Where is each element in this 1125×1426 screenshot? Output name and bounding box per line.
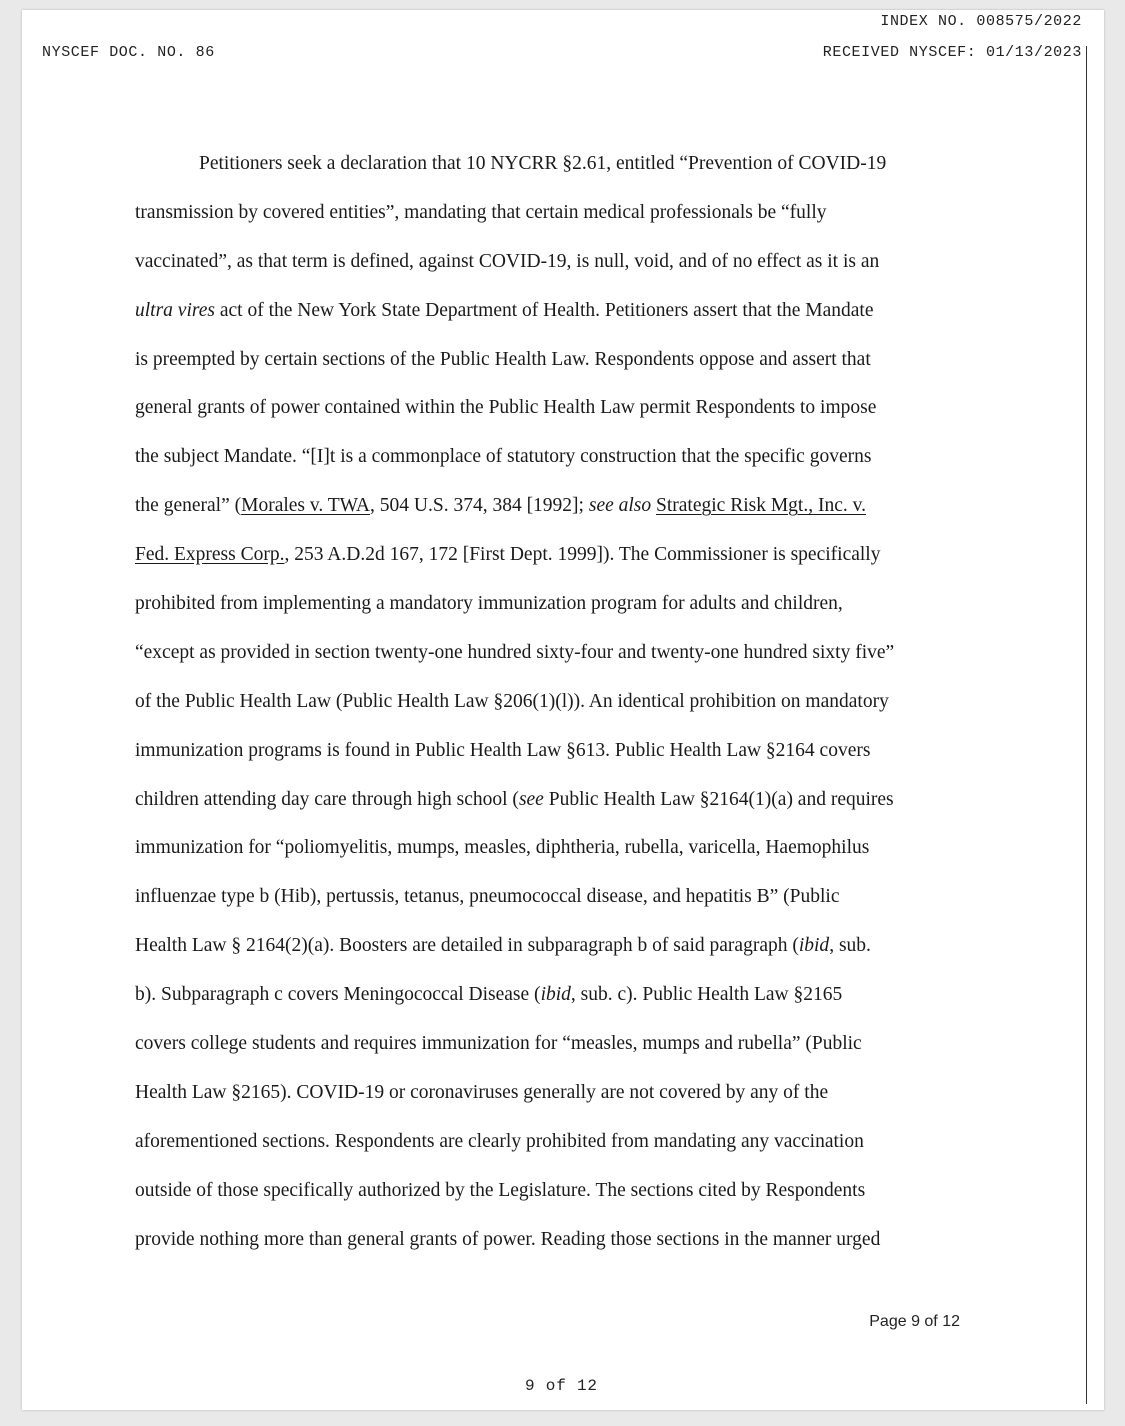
nyscef-doc-number: NYSCEF DOC. NO. 86 <box>42 44 215 61</box>
received-date: RECEIVED NYSCEF: 01/13/2023 <box>822 44 1082 61</box>
text-line: immunization programs is found in Public Health Law §613. Public Health Law §2164 covers <box>135 739 871 761</box>
text-line: prohibited from implementing a mandatory immunization program for adults and children, <box>135 593 843 615</box>
italic-signal: ibid <box>540 984 571 1006</box>
text-line: influenzae type b (Hib), pertussis, tetanus, pneumococcal disease, and hepatitis B” (Public <box>135 886 840 908</box>
text-line: covers college students and requires immunization for “measles, mumps and rubella” (Public <box>135 1033 862 1055</box>
margin-rule <box>1086 46 1087 1404</box>
text-line: the general” (Morales v. TWA, 504 U.S. 374, 384 [1992]; see also Strategic Risk Mgt., Inc. v. <box>135 495 866 517</box>
text-line: the subject Mandate. “[I]t is a commonplace of statutory construction that the specific governs <box>135 446 872 468</box>
case-citation: Strategic Risk Mgt., Inc. v. <box>656 495 866 517</box>
text-line: Health Law § 2164(2)(a). Boosters are detailed in subparagraph b of said paragraph (ibid, sub. <box>135 935 871 957</box>
italic-term: ultra vires <box>135 299 215 321</box>
text-line: children attending day care through high school (see Public Health Law §2164(1)(a) and requires <box>135 788 894 810</box>
text-line: ultra vires act of the New York State Department of Health. Petitioners assert that the Mandate <box>135 299 874 321</box>
index-number: INDEX NO. 008575/2022 <box>880 13 1082 30</box>
text-line: provide nothing more than general grants of power. Reading those sections in the manner urged <box>135 1228 881 1250</box>
text-line: immunization for “poliomyelitis, mumps, measles, diphtheria, rubella, varicella, Haemophilus <box>135 837 870 859</box>
text-line: outside of those specifically authorized by the Legislature. The sections cited by Respondents <box>135 1179 866 1201</box>
text-line: general grants of power contained within the Public Health Law permit Respondents to impose <box>135 397 877 419</box>
text-line: b). Subparagraph c covers Meningococcal Disease (ibid, sub. c). Public Health Law §2165 <box>135 984 843 1006</box>
document-page <box>22 10 1104 1410</box>
text-line: Health Law §2165). COVID-19 or coronaviruses generally are not covered by any of the <box>135 1081 829 1103</box>
text-line: of the Public Health Law (Public Health Law §206(1)(l)). An identical prohibition on mandatory <box>135 690 889 712</box>
case-citation: Fed. Express Corp. <box>135 544 285 566</box>
text-line: Petitioners seek a declaration that 10 NYCRR §2.61, entitled “Prevention of COVID-19 <box>199 153 887 174</box>
italic-signal: see also <box>588 495 652 517</box>
text-line: vaccinated”, as that term is defined, against COVID-19, is null, void, and of no effect as it is an <box>135 250 880 272</box>
text-line: transmission by covered entities”, mandating that certain medical professionals be “fully <box>135 201 827 223</box>
page-footer: 9 of 12 <box>525 1377 598 1395</box>
case-citation: Morales v. TWA <box>241 495 371 517</box>
italic-signal: see <box>518 788 544 810</box>
body-paragraph <box>135 140 965 1264</box>
text-line: is preempted by certain sections of the Public Health Law. Respondents oppose and assert that <box>135 348 871 370</box>
text-line: “except as provided in section twenty-one hundred sixty-four and twenty-one hundred sixty five” <box>135 641 895 663</box>
italic-signal: ibid <box>798 935 830 957</box>
page-number-label: Page 9 of 12 <box>869 1313 960 1330</box>
text-line: aforementioned sections. Respondents are clearly prohibited from mandating any vaccination <box>135 1130 864 1152</box>
text-line: Fed. Express Corp., 253 A.D.2d 167, 172 [First Dept. 1999]). The Commissioner is specifically <box>135 544 881 566</box>
